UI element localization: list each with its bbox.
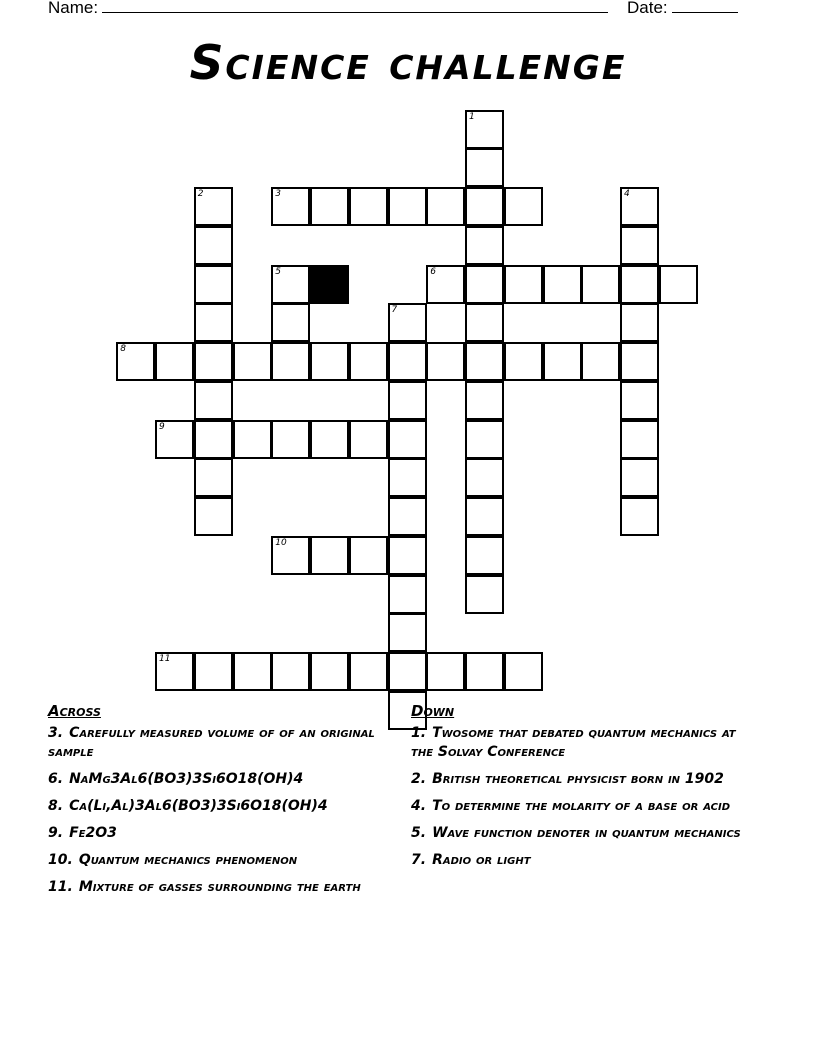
grid-cell[interactable]: [155, 420, 194, 459]
grid-cell[interactable]: [271, 652, 310, 691]
grid-cell[interactable]: [194, 226, 233, 265]
grid-cell[interactable]: [310, 652, 349, 691]
clue-number: 10: [275, 537, 287, 548]
clue-item-number: 10.: [48, 852, 73, 868]
grid-cell[interactable]: [465, 148, 504, 187]
grid-cell[interactable]: [233, 420, 272, 459]
grid-cell[interactable]: [233, 652, 272, 691]
grid-cell[interactable]: [465, 652, 504, 691]
grid-cell[interactable]: [659, 265, 698, 304]
clue-item: [48, 797, 378, 816]
clue-number: 9: [159, 421, 165, 432]
clue-number: 5: [275, 266, 281, 277]
grid-cell[interactable]: [194, 652, 233, 691]
clue-item: [48, 724, 378, 762]
clue-number: 7: [391, 305, 398, 316]
clue-number: 1: [469, 111, 475, 122]
grid-cell[interactable]: [388, 458, 427, 497]
clue-item-number: 5.: [411, 825, 427, 841]
grid-cell[interactable]: [194, 265, 233, 304]
clue-item-text: Mixture of gasses surrounding the earth: [78, 879, 361, 895]
grid-cell[interactable]: [504, 342, 543, 381]
grid-cell[interactable]: [194, 458, 233, 497]
grid-cell[interactable]: [465, 110, 504, 149]
grid-cell[interactable]: [620, 458, 659, 497]
clue-item: [48, 851, 378, 870]
grid-cell[interactable]: [349, 652, 388, 691]
grid-cell[interactable]: [271, 420, 310, 459]
clue-item-number: 2.: [411, 771, 427, 787]
grid-cell[interactable]: [581, 342, 620, 381]
grid-cell[interactable]: [465, 303, 504, 342]
grid-cell[interactable]: [465, 458, 504, 497]
grid-cell[interactable]: [465, 265, 504, 304]
grid-cell[interactable]: [194, 497, 233, 536]
grid-cell[interactable]: [194, 420, 233, 459]
clue-item: [48, 770, 378, 789]
clue-item-text: Carefully measured volume of of an original sample: [48, 725, 375, 760]
clue-item: [48, 878, 378, 897]
grid-cell[interactable]: [465, 381, 504, 420]
clue-number: 6: [430, 266, 436, 277]
grid-cell[interactable]: [620, 226, 659, 265]
name-label: Name:: [48, 0, 99, 17]
page-title: Science challenge: [189, 36, 627, 91]
clue-item-text: Wave function denoter in quantum mechanics: [432, 825, 741, 841]
grid-cell[interactable]: [155, 342, 194, 381]
blocked-cell: [310, 265, 349, 304]
grid-cell[interactable]: [310, 342, 349, 381]
clue-item-text: Radio or light: [432, 852, 531, 868]
grid-cell[interactable]: [465, 575, 504, 614]
clue-item-text: British theoretical physicist born in 1902: [432, 771, 724, 787]
grid-cell[interactable]: [426, 652, 465, 691]
grid-cell[interactable]: [620, 303, 659, 342]
grid-cell[interactable]: [465, 226, 504, 265]
grid-cell[interactable]: [388, 575, 427, 614]
across-clues: [48, 702, 378, 905]
grid-cell[interactable]: [620, 420, 659, 459]
clue-item-text: Ca(Li,Al)3Al6(BO3)3Si6O18(OH)4: [69, 798, 328, 814]
grid-cell[interactable]: [426, 265, 465, 304]
grid-cell[interactable]: [155, 652, 194, 691]
grid-cell[interactable]: [465, 497, 504, 536]
grid-cell[interactable]: [426, 342, 465, 381]
grid-cell[interactable]: [581, 265, 620, 304]
clue-item-number: 1.: [411, 725, 427, 741]
grid-cell[interactable]: [504, 652, 543, 691]
clue-item: [411, 770, 761, 789]
grid-cell[interactable]: [194, 381, 233, 420]
grid-cell[interactable]: [504, 265, 543, 304]
clue-item-number: 9.: [48, 825, 64, 841]
grid-cell[interactable]: [388, 303, 427, 342]
clue-number: 4: [624, 189, 630, 199]
grid-cell[interactable]: [349, 536, 388, 575]
clue-item-number: 11.: [48, 879, 73, 895]
grid-cell[interactable]: [271, 536, 310, 575]
date-label: Date:: [627, 0, 668, 17]
grid-cell[interactable]: [271, 342, 310, 381]
clue-item: [411, 851, 761, 870]
grid-cell[interactable]: [465, 420, 504, 459]
grid-cell[interactable]: [194, 303, 233, 342]
grid-cell[interactable]: [620, 187, 659, 226]
grid-cell[interactable]: [620, 342, 659, 381]
grid-cell[interactable]: [349, 420, 388, 459]
clue-item: [411, 824, 761, 843]
down-clue-list: [411, 724, 761, 870]
grid-cell[interactable]: [349, 342, 388, 381]
grid-cell[interactable]: [271, 303, 310, 342]
grid-cell[interactable]: [388, 536, 427, 575]
clue-item: [48, 824, 378, 843]
grid-cell[interactable]: [388, 187, 427, 226]
grid-cell[interactable]: [388, 342, 427, 381]
across-clue-list: [48, 724, 378, 897]
grid-cell[interactable]: [388, 420, 427, 459]
clue-item-number: 8.: [48, 798, 64, 814]
clue-item-text: Quantum mechanics phenomenon: [78, 852, 298, 868]
grid-cell[interactable]: [233, 342, 272, 381]
clue-item: [411, 724, 761, 762]
clue-number: 3: [275, 189, 281, 199]
clue-item-number: 6.: [48, 771, 64, 787]
clue-item-number: 3.: [48, 725, 64, 741]
grid-cell[interactable]: [388, 613, 427, 652]
clue-item-text: Fe2O3: [69, 825, 117, 841]
clue-number: 2: [197, 189, 204, 199]
grid-cell[interactable]: [543, 265, 582, 304]
grid-cell[interactable]: [426, 187, 465, 226]
grid-cell[interactable]: [388, 652, 427, 691]
clue-item-text: NaMg3Al6(BO3)3Si6O18(OH)4: [69, 771, 304, 787]
across-heading: Across: [48, 702, 101, 720]
grid-cell[interactable]: [116, 342, 155, 381]
grid-cell[interactable]: [271, 265, 310, 304]
grid-cell[interactable]: [194, 342, 233, 381]
clue-item-text: Twosome that debated quantum mechanics at the Solvay Conference: [411, 725, 736, 760]
clue-item: [411, 797, 761, 816]
grid-cell[interactable]: [620, 265, 659, 304]
grid-cell[interactable]: [465, 536, 504, 575]
grid-cell[interactable]: [349, 187, 388, 226]
clue-number: 11: [159, 654, 171, 664]
grid-cell[interactable]: [465, 342, 504, 381]
grid-cell[interactable]: [388, 381, 427, 420]
clue-number: 8: [120, 344, 126, 354]
grid-cell[interactable]: [194, 187, 233, 226]
grid-cell[interactable]: [543, 342, 582, 381]
grid-cell[interactable]: [310, 187, 349, 226]
grid-cell[interactable]: [310, 420, 349, 459]
clue-item-text: To determine the molarity of a base or acid: [432, 798, 730, 814]
grid-cell[interactable]: [504, 187, 543, 226]
grid-cell[interactable]: [465, 187, 504, 226]
down-clues: [411, 702, 761, 878]
grid-cell[interactable]: [271, 187, 310, 226]
grid-cell[interactable]: [388, 497, 427, 536]
grid-cell[interactable]: [310, 536, 349, 575]
clue-item-number: 7.: [411, 852, 427, 868]
down-heading: Down: [411, 702, 455, 720]
clue-item-number: 4.: [411, 798, 427, 814]
grid-cell[interactable]: [620, 381, 659, 420]
grid-cell[interactable]: [620, 497, 659, 536]
